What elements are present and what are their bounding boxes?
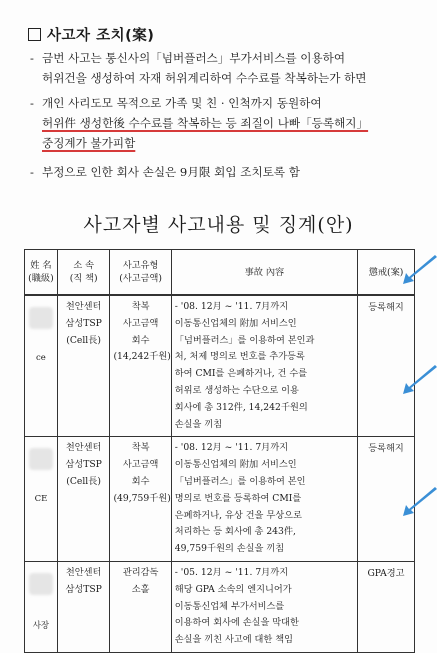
header-dept: 소 속 (직 책): [57, 250, 110, 296]
cell-line: - '08. 12月 ~ '11. 7月까지: [174, 442, 289, 454]
action-label: 등록해지: [368, 302, 404, 313]
cell-line: - '08. 12月 ~ '11. 7月까지: [174, 301, 289, 312]
paragraph-3: - 부정으로 인한 회사 손실은 9月限 회입 조치토록 함: [30, 165, 300, 179]
cell-line: 49,759千원의 손실을 끼침: [174, 543, 285, 555]
name-suffix: ce: [36, 353, 46, 363]
header-action: 懲戒(案): [358, 250, 415, 296]
cell-dept: [57, 295, 110, 437]
para-line: 부정으로 인한 회사 손실은 9月限 회입 조치토록 함: [42, 165, 300, 179]
cell-content: [171, 437, 357, 562]
section-heading: [28, 24, 154, 45]
cell-type: [110, 437, 171, 562]
cell-line: (14,242千원): [113, 351, 171, 363]
arrow-pointer-icon: [403, 485, 437, 519]
cell-content: [171, 295, 357, 437]
checkbox-icon: [28, 28, 41, 41]
table-header-row: [25, 250, 415, 296]
para-line-highlighted: 허위件 생성한後 수수료를 착복하는 등 죄질이 나빠「등록해지」: [42, 116, 369, 130]
cell-line: 회수: [131, 475, 150, 487]
cell-line: 삼성TSP: [65, 459, 102, 471]
header-content: 事故 內容: [171, 250, 357, 296]
arrow-pointer-icon: [403, 253, 437, 287]
cell-line: 이동통신업체의 附加 서비스인: [174, 317, 297, 329]
cell-line: 은폐하거나, 유상 건을 무상으로: [174, 509, 302, 521]
cell-line: 착복: [131, 442, 150, 454]
cell-line: 명의로 번호를 등록하여 CMI를: [174, 492, 302, 504]
para-line: 금번 사고는 통신사의「넘버플러스」부가서비스를 이용하여: [42, 51, 346, 65]
cell-line: 천안센터: [65, 442, 102, 454]
arrow-pointer-icon: [403, 363, 437, 397]
cell-line: 관리감독: [122, 566, 159, 578]
cell-line: (Cell長): [66, 475, 101, 487]
cell-type: [110, 561, 171, 652]
cell-line: 이용하여 회사에 손실을 막대한: [174, 617, 299, 629]
table-title: 사고자별 사고내용 및 징계(안): [83, 214, 354, 236]
cell-content: [171, 561, 357, 652]
para-line: 개인 사리도모 목적으로 가족 및 친 · 인척까지 동원하여: [42, 96, 322, 110]
cell-name: [25, 561, 58, 652]
cell-line: 손실을 끼친 사고에 대한 책임: [174, 634, 293, 646]
cell-line: 천안센터: [65, 301, 102, 312]
para-line-highlighted: 중징계가 불가피함: [42, 136, 136, 150]
cell-name: [25, 295, 58, 437]
name-suffix: 사장: [32, 620, 50, 631]
cell-line: (Cell長): [66, 334, 101, 346]
para-line: 허위건을 생성하여 자재 허위계리하여 수수료를 착복하는가 하면: [42, 71, 367, 85]
cell-name: [25, 437, 58, 562]
section-title: 사고자 조치(案): [47, 28, 155, 44]
action-label: 등록해지: [368, 443, 404, 455]
cell-action: [358, 561, 415, 652]
cell-line: 「넘버플러스」를 이용하여 본인: [174, 475, 306, 487]
cell-line: 회사에 총 312件, 14,242千원의: [174, 401, 308, 413]
name-suffix: CE: [34, 494, 48, 505]
cell-dept: [57, 561, 110, 652]
cell-line: 천안센터: [65, 566, 102, 578]
cell-type: [110, 295, 171, 437]
cell-line: 삼성TSP: [65, 583, 102, 595]
cell-line: 사고금액: [122, 317, 159, 329]
redacted-name: [29, 448, 53, 470]
table-row: [25, 295, 415, 437]
cell-line: 허위로 생성하는 수단으로 이용: [174, 384, 299, 396]
cell-line: 하여 CMI를 은폐하거나, 건 수를: [174, 368, 308, 380]
cell-line: 해당 GPA 소속의 엔지니어가: [174, 583, 292, 595]
cell-line: (49,759千원): [113, 492, 171, 504]
redacted-name: [29, 307, 53, 329]
header-name: 姓 名 (職級): [25, 250, 58, 296]
cell-line: 처리하는 등 회사에 총 243件,: [174, 526, 296, 538]
cell-line: 소홀: [131, 583, 150, 595]
cell-line: 회수: [131, 334, 150, 346]
cell-line: 이동통신업체 부가서비스를: [174, 600, 285, 612]
action-label: GPA경고: [367, 567, 405, 579]
cell-line: - '05. 12月 ~ '11. 7月까지: [174, 566, 289, 578]
redacted-name: [29, 573, 53, 595]
cell-line: 삼성TSP: [65, 317, 102, 329]
paragraph-1: - 금번 사고는 통신사의「넘버플러스」부가서비스를 이용하여 허위건을 생성하여 자재 허위계리하여 수수료를 착복하는가 하면: [30, 51, 367, 85]
cell-line: 이동통신업체의 附加 서비스인: [174, 459, 297, 471]
cell-line: 손실을 끼침: [174, 418, 223, 430]
table-row: [25, 437, 415, 562]
cell-dept: [57, 437, 110, 562]
paragraph-2: - 개인 사리도모 목적으로 가족 및 친 · 인척까지 동원하여 허위件 생성한後 수수료를 착복하는 등 죄질이 나빠「등록해지」 중징계가 불가피함: [30, 96, 369, 150]
cell-line: 「넘버플러스」를 이용하여 본인과: [174, 334, 315, 346]
cell-line: 사고금액: [122, 459, 159, 471]
table-row: [25, 561, 415, 652]
cell-line: 착복: [131, 301, 150, 312]
header-type: 사고유형 (사고금액): [110, 250, 171, 296]
discipline-table: [24, 249, 415, 653]
cell-line: 처, 처제 명의로 번호를 추가등록: [174, 351, 305, 363]
